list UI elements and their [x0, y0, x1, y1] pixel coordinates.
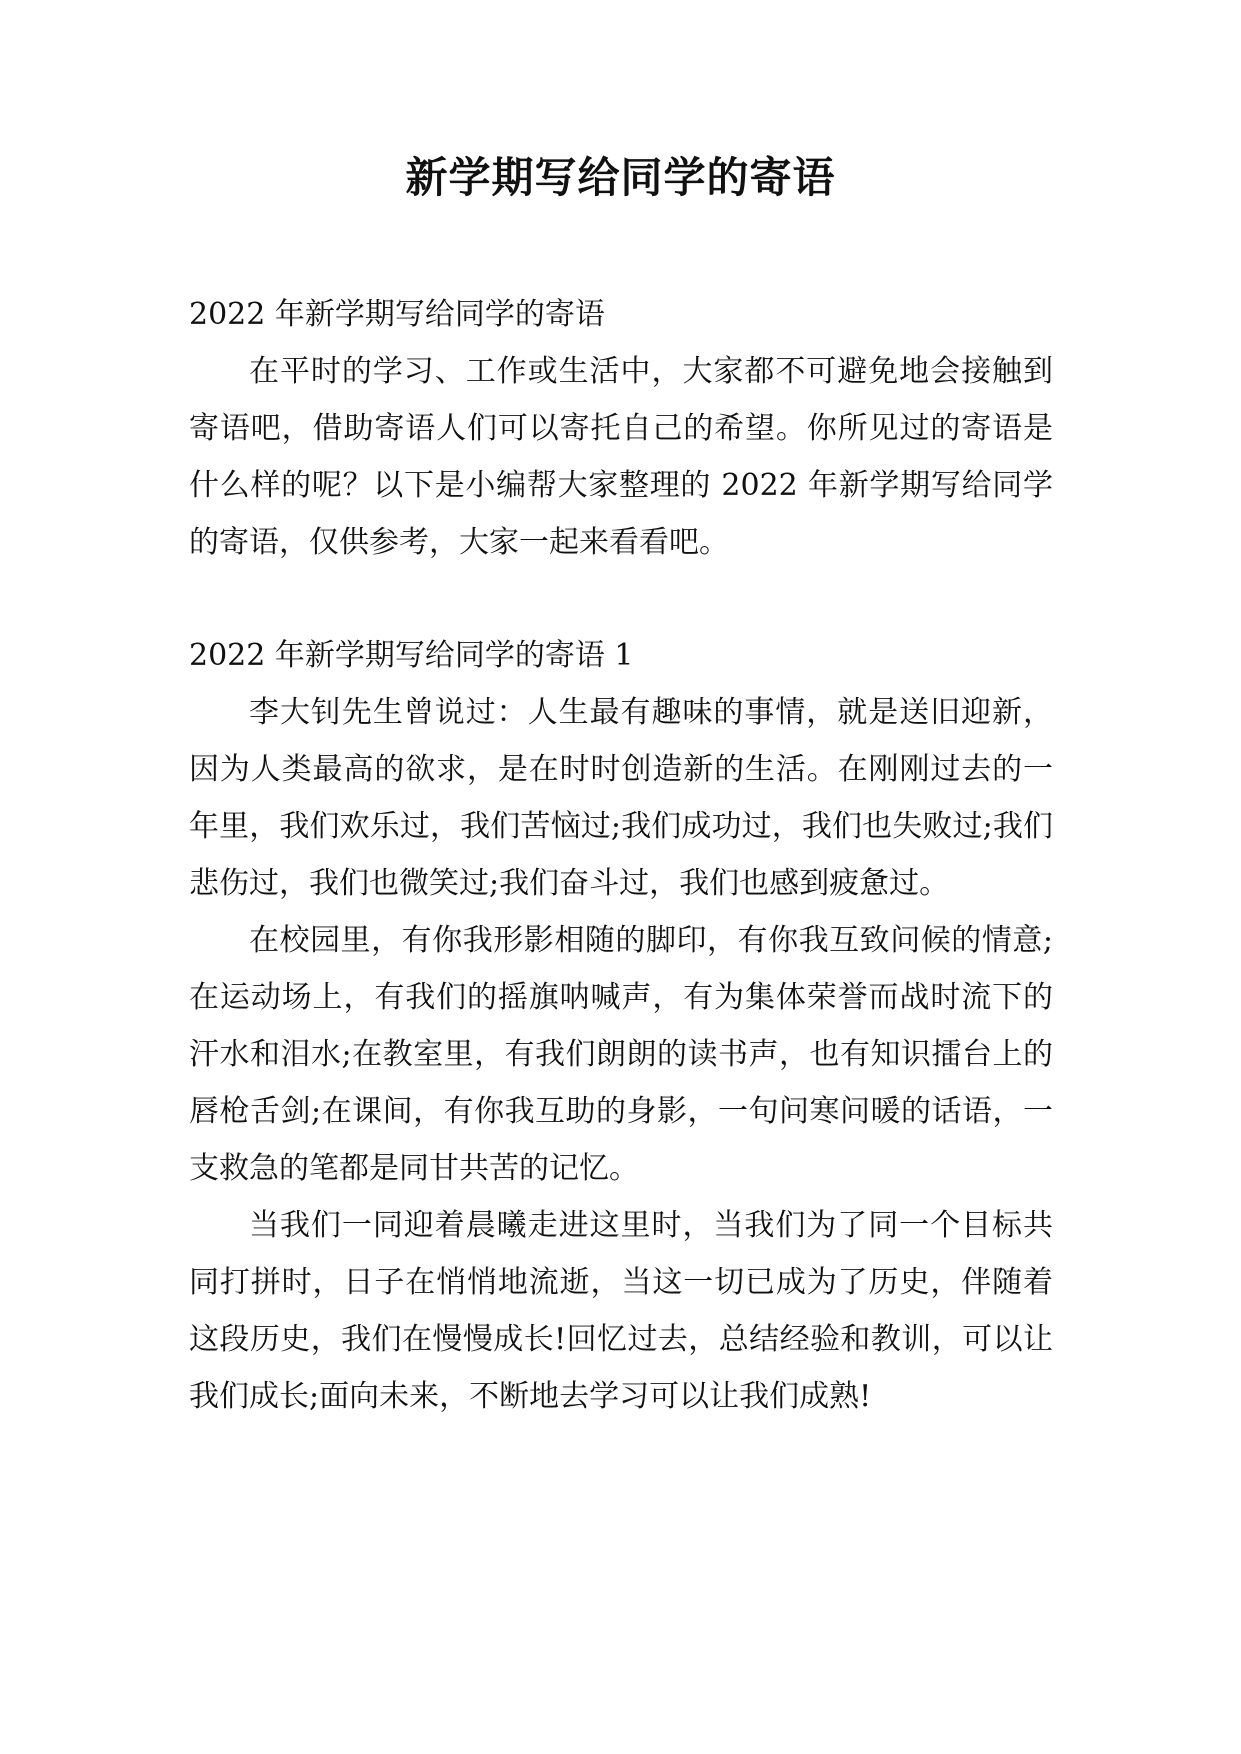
body-paragraph-2: 在校园里，有你我形影相随的脚印，有你我互致问候的情意;在运动场上，有我们的摇旗呐喊声，有为集体荣誉而战时流下的汗水和泪水;在教室里，有我们朗朗的读书声，也有知识擂台上的唇枪舌剑;在课间，有你我互助的身影，一句问寒问暖的话语，一支救急的笔都是同甘共苦的记忆。: [189, 923, 1053, 1186]
body-paragraph-3: 当我们一同迎着晨曦走进这里时，当我们为了同一个目标共同打拼时，日子在悄悄地流逝，当这一切已成为了历史，伴随着这段历史，我们在慢慢成长!回忆过去，总结经验和教训，可以让我们成长;面向未来，不断地去学习可以让我们成熟!: [189, 1208, 1053, 1414]
section-heading-1: 2022 年新学期写给同学的寄语 1: [189, 638, 634, 673]
section-heading: 2022 年新学期写给同学的寄语: [189, 297, 605, 332]
body-paragraph-1: 李大钊先生曾说过：人生最有趣味的事情，就是送旧迎新，因为人类最高的欲求，是在时时创造新的生活。在刚刚过去的一年里，我们欢乐过，我们苦恼过;我们成功过，我们也失败过;我们悲伤过，我们也微笑过;我们奋斗过，我们也感到疲惫过。: [189, 695, 1053, 901]
intro-paragraph: 在平时的学习、工作或生活中，大家都不可避免地会接触到寄语吧，借助寄语人们可以寄托自己的希望。你所见过的寄语是什么样的呢？以下是小编帮大家整理的 2022 年新学期写给同学的寄语，仅供参考，大家一起来看看吧。: [189, 354, 1053, 560]
document-title: 新学期写给同学的寄语: [405, 153, 836, 202]
document-body: [189, 286, 1053, 1425]
section-gap: [189, 571, 1053, 627]
